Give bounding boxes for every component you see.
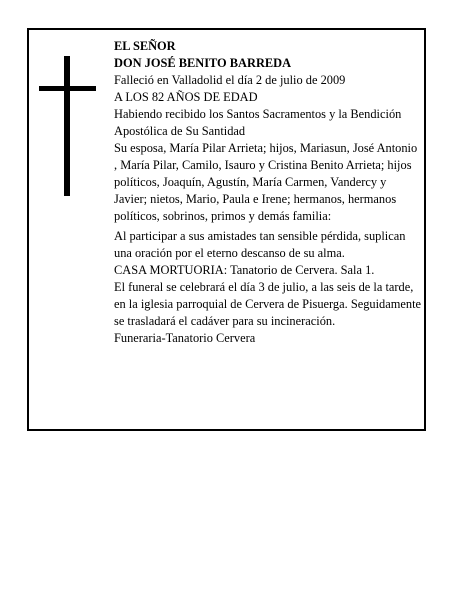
death-date-line: Falleció en Valladolid el día 2 de julio de 2009 bbox=[114, 73, 346, 87]
cross-horizontal-bar bbox=[39, 86, 96, 91]
request-paragraph: Al participar a sus amistades tan sensible pérdida, suplican una oración por el eterno descanso de su alma. bbox=[114, 229, 406, 260]
funeral-paragraph: El funeral se celebrará el día 3 de julio, a las seis de la tarde, en la iglesia parroquial de Cervera de Pisuerga. Seguidamente se trasladará el cadáver para su incineración. bbox=[114, 280, 422, 328]
obituary-text bbox=[114, 38, 422, 347]
mortuary-line: CASA MORTUORIA: Tanatorio de Cervera. Sala 1. bbox=[114, 263, 375, 277]
cross-vertical-bar bbox=[64, 56, 70, 196]
family-paragraph: Su esposa, María Pilar Arrieta; hijos, Mariasun, José Antonio , María Pilar, Camilo, Isauro y Cristina Benito Arrieta; hijos políticos, Joaquín, Agustín, María Carmen, Vandercy y Javier; nietos, Mario, Paula e Irene; hermanos, hermanos políticos, sobrinos, primos y demás familia: bbox=[114, 141, 418, 223]
funeral-home-line: Funeraria-Tanatorio Cervera bbox=[114, 331, 256, 345]
sacraments-paragraph: Habiendo recibido los Santos Sacramentos y la Bendición Apostólica de Su Santidad bbox=[114, 107, 402, 138]
deceased-title: EL SEÑOR bbox=[114, 39, 176, 53]
age-line: A LOS 82 AÑOS DE EDAD bbox=[114, 90, 258, 104]
deceased-name: DON JOSÉ BENITO BARREDA bbox=[114, 56, 292, 70]
